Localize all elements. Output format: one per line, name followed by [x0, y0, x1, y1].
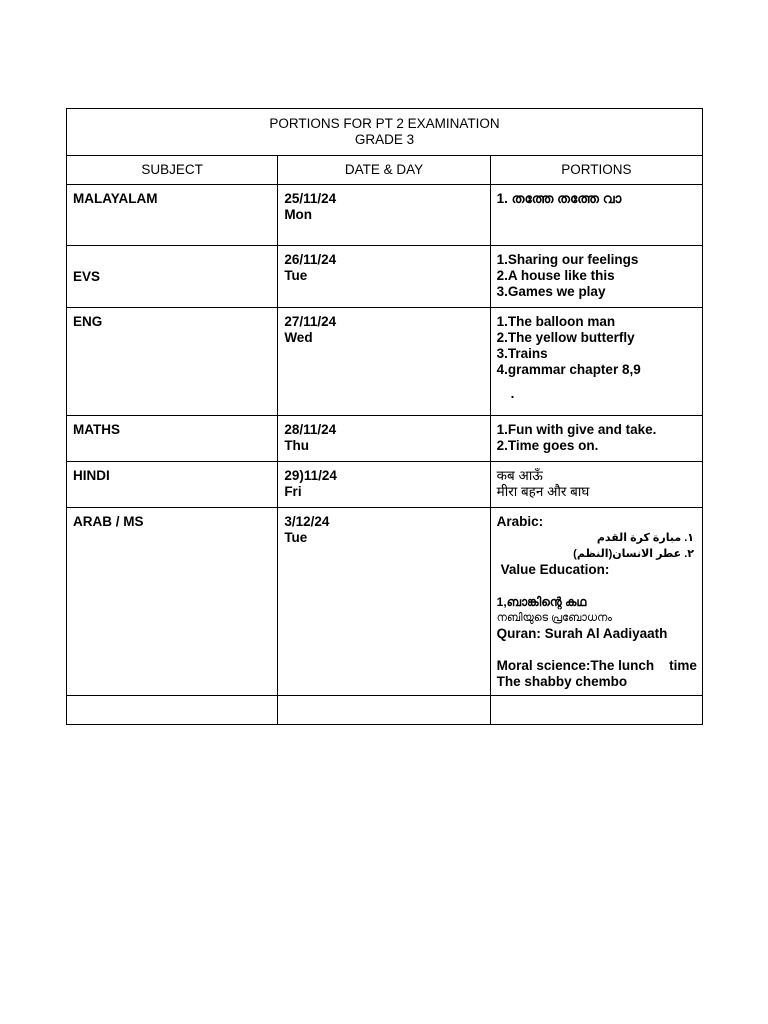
value-item: 1,ബാങ്കിന്റെ കഥ [496, 595, 587, 609]
date-cell [278, 508, 490, 696]
exam-date: 29)11/24 [284, 468, 337, 483]
portions-cell [490, 462, 702, 508]
portion-item: 2.Time goes on. [496, 438, 599, 453]
table-row [67, 462, 703, 508]
portion-item: 4.grammar chapter 8,9 [496, 362, 641, 377]
table-row [67, 508, 703, 696]
arabic-label: Arabic: [496, 514, 544, 529]
portion-item: 2.The yellow butterfly [496, 330, 635, 345]
table-row [67, 416, 703, 462]
date-header: DATE & DAY [278, 156, 490, 185]
exam-date: 26/11/24 [284, 252, 337, 267]
exam-day: Thu [284, 438, 310, 453]
arabic-item: ١. مبارة كرة القدم [596, 532, 694, 544]
moral-science-portion: Moral science:The lunch time [496, 658, 697, 673]
exam-day: Fri [284, 484, 302, 499]
value-education-label: Value Education: [500, 562, 610, 577]
subject-cell: EVS [67, 246, 278, 308]
portion-item: 3.Games we play [496, 284, 606, 299]
date-cell [278, 462, 490, 508]
exam-date: 3/12/24 [284, 514, 330, 529]
title-row [67, 109, 703, 156]
subject-cell: MALAYALAM [67, 185, 278, 246]
portions-table [66, 108, 703, 725]
empty-cell [278, 696, 490, 725]
spacer [497, 578, 696, 594]
subject-cell: MATHS [67, 416, 278, 462]
portion-item: 3.Trains [496, 346, 548, 361]
portion-item: कब आऊँ [496, 468, 543, 483]
empty-cell [490, 696, 702, 725]
portions-cell [490, 185, 702, 246]
stray-dot: . [510, 386, 515, 401]
empty-cell [67, 696, 278, 725]
exam-day: Tue [284, 268, 308, 283]
subject-cell: ARAB / MS [67, 508, 278, 696]
date-cell [278, 416, 490, 462]
exam-day: Mon [284, 207, 313, 222]
exam-day: Tue [284, 530, 308, 545]
exam-date: 25/11/24 [284, 191, 337, 206]
spacer [497, 642, 696, 658]
header-row [67, 156, 703, 185]
portion-item: मीरा बहन और बाघ [496, 484, 590, 499]
portions-cell [490, 308, 702, 416]
portions-cell [490, 416, 702, 462]
portions-header: PORTIONS [490, 156, 702, 185]
arabic-item: ٢. عطر الانسان(النظم) [573, 548, 694, 560]
date-cell [278, 308, 490, 416]
exam-title: PORTIONS FOR PT 2 EXAMINATION [269, 116, 500, 131]
subject-cell: HINDI [67, 462, 278, 508]
grade-title: GRADE 3 [354, 132, 415, 147]
portion-item: 2.A house like this [496, 268, 615, 283]
date-cell [278, 185, 490, 246]
portions-document [66, 108, 703, 725]
portions-cell [490, 508, 702, 696]
quran-portion: Quran: Surah Al Aadiyaath [496, 626, 668, 641]
exam-date: 27/11/24 [284, 314, 337, 329]
portion-item: 1.The balloon man [496, 314, 616, 329]
date-cell [278, 246, 490, 308]
subject-header: SUBJECT [67, 156, 278, 185]
empty-row [67, 696, 703, 725]
portion-item: 1. തത്തേ തത്തേ വാ [496, 191, 622, 206]
portions-cell [490, 246, 702, 308]
portion-item: 1.Sharing our feelings [496, 252, 639, 267]
exam-day: Wed [284, 330, 313, 345]
subject-cell: ENG [67, 308, 278, 416]
table-title [67, 109, 703, 156]
portion-item: 1.Fun with give and take. [496, 422, 657, 437]
table-row [67, 246, 703, 308]
value-item: നബിയുടെ പ്രബോധനം [496, 612, 612, 624]
table-row [67, 185, 703, 246]
table-row [67, 308, 703, 416]
moral-science-portion-2: The shabby chembo [496, 674, 628, 689]
exam-date: 28/11/24 [284, 422, 337, 437]
